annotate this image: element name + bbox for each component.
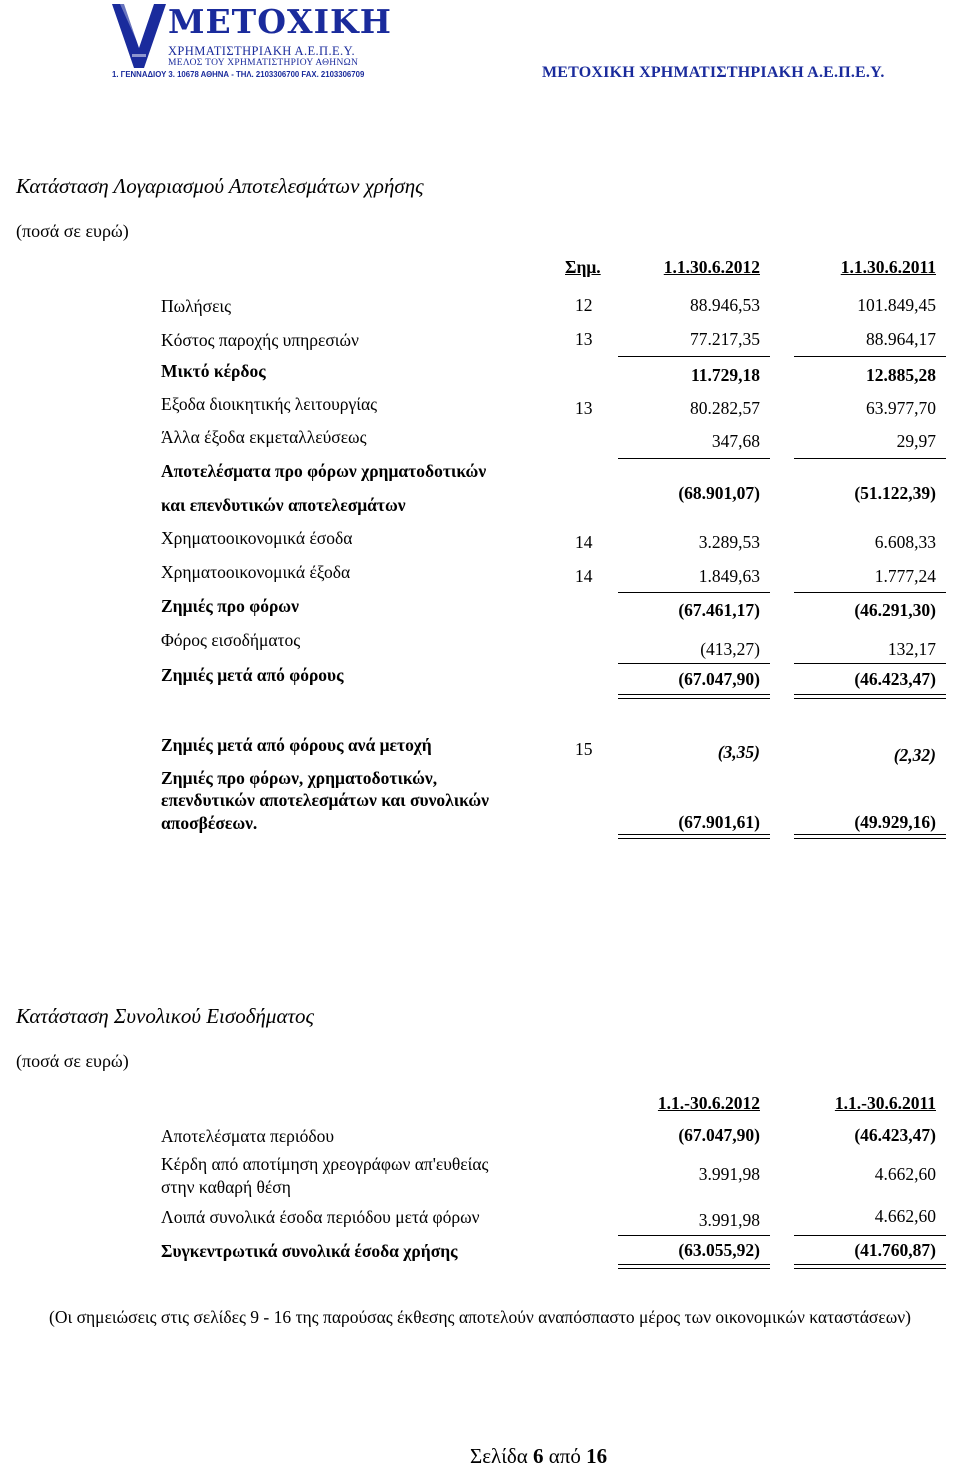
row-value-2012: (67.047,90) — [678, 1125, 760, 1145]
row-value-2012: (68.901,07) — [678, 483, 760, 503]
total-double-rule — [794, 1264, 946, 1269]
row-value-2011: (46.423,47) — [854, 1125, 936, 1145]
page-middle: από — [548, 1444, 581, 1468]
row-note: 12 — [575, 295, 593, 315]
logo-mark-icon — [112, 4, 166, 68]
subtotal-rule — [618, 458, 770, 459]
total-double-rule — [618, 694, 770, 699]
eps-note: 15 — [575, 739, 593, 759]
row-value-2011: 132,17 — [887, 639, 936, 659]
col-2012-header: 1.1.30.6.2012 — [663, 257, 760, 277]
row-value-2011: (51.122,39) — [854, 483, 936, 503]
subtotal-rule — [794, 458, 946, 459]
row-value-2011: 101.849,45 — [857, 295, 936, 315]
eps-value-2012: (3,35) — [717, 742, 760, 762]
subtotal-rule — [794, 1235, 946, 1236]
subtotal-rule — [618, 356, 770, 357]
ebitda-label-line1: Ζημιές προ φόρων, χρηματοδοτικών, — [161, 768, 438, 788]
row-value-2012: (67.047,90) — [678, 669, 760, 689]
col-2012-header: 1.1.-30.6.2012 — [657, 1093, 760, 1113]
eps-value-2011: (2,32) — [893, 745, 936, 765]
row-label: Χρηματοοικονομικά έσοδα — [161, 528, 353, 548]
income-statement-title: Κατάσταση Λογαριασμού Αποτελεσμάτων χρήσης — [16, 174, 424, 198]
row-value-2012: 77.217,35 — [690, 329, 760, 349]
row-value-2011: (46.423,47) — [854, 669, 936, 689]
row-value-2011: (41.760,87) — [854, 1240, 936, 1260]
row-value-2011: 12.885,28 — [866, 365, 936, 385]
col-2011-header: 1.1.30.6.2011 — [840, 257, 936, 277]
row-value-2012: (67.461,17) — [678, 600, 760, 620]
row-note: 13 — [575, 398, 593, 418]
row-value-2012: (63.055,92) — [678, 1240, 760, 1260]
footnote: (Οι σημειώσεις στις σελίδες 9 - 16 της παρούσας έκθεσης αποτελούν αναπόσπαστο μέρος των οικονομικών καταστάσεων) — [49, 1307, 911, 1327]
company-logo — [112, 2, 392, 80]
ebitda-value-2011: (49.929,16) — [854, 812, 936, 832]
total-double-rule — [618, 834, 770, 839]
row-value-2011: 4.662,60 — [874, 1206, 936, 1226]
row-value-2011: (46.291,30) — [854, 600, 936, 620]
row-label: Άλλα έξοδα εκμεταλλεύσεως — [161, 427, 367, 447]
subtotal-rule — [794, 592, 946, 593]
total-double-rule — [794, 834, 946, 839]
row-note: 14 — [575, 566, 593, 586]
ebitda-value-2012: (67.901,61) — [678, 812, 760, 832]
row-value-2012: (413,27) — [700, 639, 760, 659]
subtotal-rule — [794, 356, 946, 357]
row-label-continued: και επενδυτικών αποτελεσμάτων — [161, 495, 406, 515]
row-value-2011: 63.977,70 — [866, 398, 936, 418]
total-double-rule — [618, 1264, 770, 1269]
subtotal-rule — [618, 592, 770, 593]
row-label: Εξοδα διοικητικής λειτουργίας — [161, 394, 378, 414]
row-value-2012: 3.289,53 — [698, 532, 760, 552]
row-value-2011: 6.608,33 — [874, 532, 936, 552]
row-label: Κέρδη από αποτίμηση χρεογράφων απ'ευθείας — [161, 1154, 489, 1174]
row-value-2012: 11.729,18 — [690, 365, 760, 385]
ebitda-label-line3: αποσβέσεων. — [161, 813, 258, 833]
page-number — [470, 1444, 607, 1469]
col-2011-header: 1.1.-30.6.2011 — [834, 1093, 936, 1113]
page-current: 6 — [533, 1444, 544, 1468]
page-total: 16 — [586, 1444, 608, 1468]
row-label-continued: στην καθαρή θέση — [161, 1177, 291, 1197]
row-label: Συγκεντρωτικά συνολικά έσοδα χρήσης — [161, 1241, 458, 1261]
row-label: Λοιπά συνολικά έσοδα περιόδου μετά φόρων — [161, 1207, 480, 1227]
row-value-2012: 88.946,53 — [690, 295, 760, 315]
row-label: Αποτελέσματα προ φόρων χρηματοδοτικών — [161, 461, 487, 481]
row-value-2012: 3.991,98 — [698, 1210, 760, 1230]
ebitda-label-line2: επενδυτικών αποτελεσμάτων και συνολικών — [161, 790, 489, 810]
eps-label: Ζημιές μετά από φόρους ανά μετοχή — [161, 735, 432, 755]
row-label: Πωλήσεις — [161, 296, 232, 316]
row-label: Ζημιές μετά από φόρους — [161, 665, 344, 685]
row-label: Χρηματοοικονομικά έξοδα — [161, 562, 351, 582]
row-value-2012: 347,68 — [711, 431, 760, 451]
company-header: ΜΕΤΟΧΙΚΗ ΧΡΗΜΑΤΙΣΤΗΡΙΑΚΗ Α.Ε.Π.Ε.Υ. — [542, 64, 885, 81]
row-value-2011: 29,97 — [896, 431, 936, 451]
row-value-2012: 3.991,98 — [698, 1164, 760, 1184]
row-value-2011: 88.964,17 — [866, 329, 936, 349]
row-label: Αποτελέσματα περιόδου — [161, 1126, 335, 1146]
row-label: Μικτό κέρδος — [161, 361, 266, 381]
row-label: Ζημιές προ φόρων — [161, 596, 299, 616]
logo-address: 1. ΓΕΝΝΑΔΙΟΥ 3. 10678 ΑΘΗΝΑ - ΤΗΛ. 2103306700 FAX. 2103306709 — [112, 70, 365, 79]
comprehensive-units: (ποσά σε ευρώ) — [16, 1051, 129, 1071]
row-note: 14 — [575, 532, 593, 552]
col-note-header: Σημ. — [565, 257, 601, 277]
row-value-2011: 4.662,60 — [874, 1164, 936, 1184]
row-label: Φόρος εισοδήματος — [161, 630, 301, 650]
subtotal-rule — [618, 663, 770, 664]
subtotal-rule — [618, 1235, 770, 1236]
logo-member-line: ΜΕΛΟΣ ΤΟΥ ΧΡΗΜΑΤΙΣΤΗΡΙΟΥ ΑΘΗΝΩΝ — [168, 58, 359, 68]
income-units: (ποσά σε ευρώ) — [16, 221, 129, 241]
logo-subtitle: ΧΡΗΜΑΤΙΣΤΗΡΙΑΚΗ Α.Ε.Π.Ε.Υ. — [168, 44, 355, 58]
page-prefix: Σελίδα — [470, 1444, 528, 1468]
row-value-2012: 80.282,57 — [690, 398, 760, 418]
row-note: 13 — [575, 329, 593, 349]
row-label: Κόστος παροχής υπηρεσιών — [161, 330, 359, 350]
logo-name: ΜΕΤΟΧΙΚΗ — [168, 2, 392, 41]
row-value-2011: 1.777,24 — [874, 566, 936, 586]
total-double-rule — [794, 694, 946, 699]
comprehensive-income-title: Κατάσταση Συνολικού Εισοδήματος — [16, 1004, 315, 1028]
subtotal-rule — [794, 663, 946, 664]
row-value-2012: 1.849,63 — [698, 566, 760, 586]
